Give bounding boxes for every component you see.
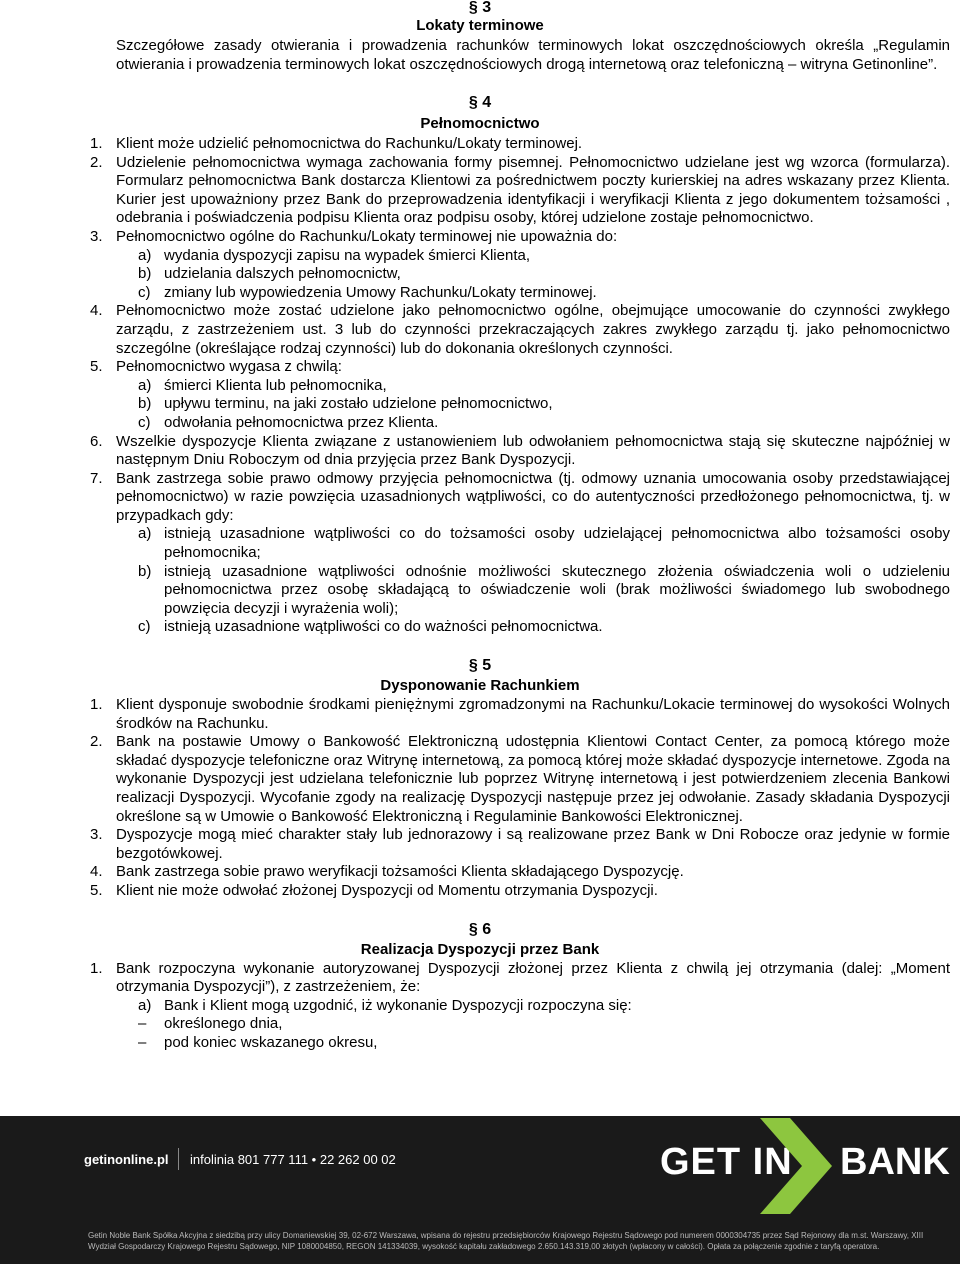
- subclause-item: [138, 562, 950, 619]
- subclause-item: [138, 246, 950, 266]
- clause-item: [90, 358, 950, 432]
- clause-number: 3.: [90, 826, 103, 844]
- clause-text: Pełnomocnictwo wygasa z chwilą:: [116, 358, 342, 376]
- subclause-item: [138, 413, 950, 433]
- section-4: [0, 74, 960, 637]
- subclause-letter: c): [138, 283, 151, 301]
- section-title: Dysponowanie Rachunkiem: [380, 677, 580, 695]
- subclause-list: [116, 997, 950, 1016]
- dash-bullet: –: [138, 1033, 147, 1051]
- subclause-letter: b): [138, 395, 152, 413]
- section-title: Realizacja Dyspozycji przez Bank: [360, 940, 600, 958]
- logo-arrow-icon: [760, 1118, 832, 1214]
- clause-text: Bank zastrzega sobie prawo weryfikacji tożsamości Klienta składającego Dyspozycję.: [116, 863, 684, 881]
- subclause-item: [138, 395, 950, 414]
- subclause-letter: b): [138, 265, 152, 283]
- section-5: [0, 637, 960, 901]
- clause-text: Pełnomocnictwo ogólne do Rachunku/Lokaty terminowej nie upoważnia do:: [116, 227, 618, 245]
- clause-number: 1.: [90, 696, 103, 714]
- section-number: § 5: [468, 657, 492, 675]
- section-number: § 4: [468, 94, 492, 111]
- clause-number: 4.: [90, 302, 103, 320]
- clause-number: 1.: [90, 135, 103, 152]
- dash-item: [138, 1033, 950, 1053]
- subclause-list: [116, 525, 950, 637]
- clause-number: 5.: [90, 358, 103, 376]
- clause-item: [90, 826, 950, 863]
- clause-item: [90, 153, 950, 228]
- clause-number: 5.: [90, 881, 103, 899]
- dash-text: pod koniec wskazanego okresu,: [164, 1033, 378, 1051]
- clause-number: 7.: [90, 469, 103, 487]
- footer-banner: [0, 1116, 960, 1264]
- clause-number: 2.: [90, 153, 103, 171]
- clause-text: Klient dysponuje swobodnie środkami pieniężnymi zgromadzonymi na Rachunku/Lokacie terminowej do wysokości Wolnych środków na Rachunku.: [116, 696, 950, 732]
- website-link[interactable]: getinonline.pl: [84, 1152, 169, 1167]
- clause-text: Wszelkie dyspozycje Klienta związane z ustanowieniem lub odwołaniem pełnomocnictwa stają się skuteczne najpóźniej w następnym Dniu Roboczym od dnia przyjęcia przez Bank Dyspozycji.: [116, 432, 950, 469]
- section-intro: Szczegółowe zasady otwierania i prowadzenia rachunków terminowych lokat oszczędnościowych określa „Regulamin otwierania i prowadzenia terminowych lokat oszczędnościowych drogą internetową oraz telefoniczną – witryna Getinonline”.: [116, 37, 950, 73]
- subclause-item: [138, 618, 950, 637]
- logo-bank: BANK: [840, 1141, 950, 1183]
- clause-text: Udzielenie pełnomocnictwa wymaga zachowania formy pisemnej. Pełnomocnictwo udzielane jest wg wzorca (formularza). Formularz pełnomocnictwa Bank dostarcza Klientowi za pośrednictwem poczty kurierskiej na adres wskazany przez Klienta. Kurier jest upoważniony przez Bank do przeprowadzenia identyfikacji i weryfikacji Klienta z jego dokumentem tożsamości , odebrania i poświadczenia podpisu Klienta oraz podpisu osoby, której udzielone zostaje pełnomocnictwo.: [116, 153, 950, 227]
- section-title: Lokaty terminowe: [416, 17, 544, 34]
- section-number: § 6: [468, 920, 492, 938]
- subclause-item: [138, 376, 950, 396]
- clause-item: [90, 432, 950, 470]
- subclause-item: [138, 525, 950, 562]
- section-6: [0, 901, 960, 1053]
- subclause-text: istnieją uzasadnione wątpliwości co do ważności pełnomocnictwa.: [164, 618, 603, 636]
- hotline-text: infolinia 801 777 111 • 22 262 00 02: [190, 1152, 396, 1167]
- subclause-letter: c): [138, 413, 151, 431]
- subclause-item: [138, 996, 950, 1016]
- clause-text: Bank rozpoczyna wykonanie autoryzowanej Dyspozycji złożonej przez Klienta z chwilą jej otrzymania (dalej: „Moment otrzymania Dyspozycji”), z zastrzeżeniem, że:: [116, 959, 950, 996]
- subclause-text: zmiany lub wypowiedzenia Umowy Rachunku/Lokaty terminowej.: [164, 283, 597, 301]
- section-number: § 3: [468, 0, 492, 16]
- subclause-text: istnieją uzasadnione wątpliwości odnośnie możliwości skutecznego złożenia oświadczenia woli o udzieleniu pełnomocnictwa przez osobę składającą to oświadczenie woli (brak możliwości świadomego lub swobodnego powzięcia decyzji i wyrażenia woli);: [164, 562, 950, 617]
- subclause-text: udzielania dalszych pełnomocnictw,: [164, 265, 401, 283]
- clause-item: [90, 302, 950, 358]
- clause-number: 6.: [90, 432, 103, 450]
- clause-text: Dyspozycje mogą mieć charakter stały lub jednorazowy i są realizowane przez Bank w Dni Robocze oraz jedynie w formie bezgotówkowej.: [116, 826, 950, 862]
- clause-text: Pełnomocnictwo może zostać udzielone jako pełnomocnictwo ogólne, obejmujące umocowanie do czynności zwykłego zarządu, z zastrzeżeniem ust. 3 lub do czynności przekraczających zakres zwykłego zarządu tj. jako pełnomocnictwo szczególne (określające rodzaj czynności) lub do dokonania określonych czynności.: [116, 302, 950, 357]
- clause-text: Bank zastrzega sobie prawo odmowy przyjęcia pełnomocnictwa (tj. odmowy uznania umocowania osoby przedstawiającej pełnomocnictwo) w razie powzięcia uzasadnionych wątpliwości, co do autentyczności przedłożonego pełnomocnictwa, tj. w przypadkach gdy:: [116, 469, 950, 524]
- section-title: Pełnomocnictwo: [420, 115, 540, 132]
- clause-text: Klient nie może odwołać złożonej Dyspozycji od Momentu otrzymania Dyspozycji.: [116, 881, 658, 899]
- subclause-letter: a): [138, 376, 152, 394]
- clause-list: [0, 960, 960, 1053]
- clause-number: 3.: [90, 227, 103, 245]
- clause-number: 2.: [90, 733, 103, 751]
- subclause-letter: b): [138, 562, 152, 580]
- dash-list: [116, 1015, 950, 1052]
- dash-item: [138, 1015, 950, 1034]
- clause-text: Klient może udzielić pełnomocnictwa do Rachunku/Lokaty terminowej.: [116, 135, 583, 152]
- subclause-text: istnieją uzasadnione wątpliwości co do tożsamości osoby udzielającej pełnomocnictwa albo tożsamości osoby pełnomocnika;: [164, 525, 950, 562]
- clause-item: [90, 696, 950, 733]
- subclause-text: upływu terminu, na jaki zostało udzielone pełnomocnictwo,: [164, 395, 553, 413]
- subclause-text: odwołania pełnomocnictwa przez Klienta.: [164, 413, 439, 431]
- clause-number: 1.: [90, 959, 103, 977]
- subclause-text: śmierci Klienta lub pełnomocnika,: [164, 376, 387, 394]
- clause-item: [90, 227, 950, 302]
- dash-text: określonego dnia,: [164, 1015, 283, 1033]
- clause-item: [90, 469, 950, 637]
- logo-get-in: GET IN: [660, 1141, 793, 1183]
- subclause-letter: a): [138, 525, 152, 543]
- section-3: [0, 0, 960, 74]
- clause-item: [90, 863, 950, 882]
- footer-separator: [178, 1148, 179, 1170]
- subclause-item: [138, 283, 950, 303]
- subclause-item: [138, 265, 950, 284]
- clause-number: 4.: [90, 863, 103, 881]
- legal-notice: Getin Noble Bank Spółka Akcyjna z siedzibą przy ulicy Domaniewskiej 39, 02-672 Warszawa, wpisana do rejestru przedsiębiorców Krajowego Rejestru Sądowego pod numerem 0000304735 przez Sąd Rejonowy dla m.st. Warszawy, XIII Wydział Gospodarczy Krajowego Rejestru Sądowego, NIP 1080004850, REGON 141334039, wysokość kapitału zakładowego 2.650.143.319,00 złotych (wpłacony w całości). Opłata za połączenie zgodnie z taryfą operatora.: [88, 1231, 924, 1251]
- clause-list: [0, 135, 960, 637]
- subclause-letter: c): [138, 618, 151, 636]
- subclause-text: wydania dyspozycji zapisu na wypadek śmierci Klienta,: [164, 246, 531, 264]
- subclause-letter: a): [138, 246, 152, 264]
- clause-item: [90, 135, 950, 154]
- clause-list: [0, 696, 960, 901]
- clause-text: Bank na postawie Umowy o Bankowość Elektroniczną udostępnia Klientowi Contact Center, za pomocą którego może składać dyspozycje telefoniczne oraz Witrynę internetową, za pomocą której może składać dyspozycje internetowe. Zgoda na wykonanie Dyspozycji jest udzielana telefonicznie lub poprzez Witrynę internetową i jest potwierdzeniem zlecenia Bankowi realizacji Dyspozycji. Wycofanie zgody na realizację Dyspozycji następuje przez jej odwołanie. Zasady składania Dyspozycji określone są w Umowie o Bankowość Elektroniczną i Regulaminie Bankowości Elektronicznej.: [116, 733, 950, 825]
- subclause-list: [116, 247, 950, 303]
- subclause-text: Bank i Klient mogą uzgodnić, iż wykonanie Dyspozycji rozpoczyna się:: [164, 996, 632, 1014]
- subclause-list: [116, 377, 950, 433]
- clause-item: [90, 959, 950, 1053]
- clause-item: [90, 881, 950, 901]
- dash-bullet: –: [138, 1015, 147, 1033]
- clause-item: [90, 733, 950, 826]
- subclause-letter: a): [138, 996, 152, 1014]
